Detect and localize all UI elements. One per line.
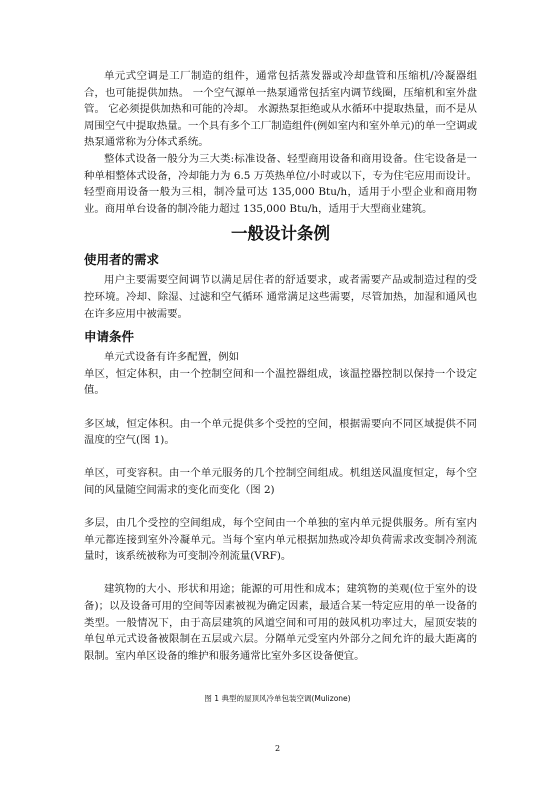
- section-title: 一般设计条例: [231, 224, 330, 244]
- selection-factors-paragraph: 建筑物的大小、形状和用途；能源的可用性和成本；建筑物的美观(位于室外的设备)；以及设备可用的空间等因素被视为确定因素，最适合某一特定应用的单一设备的类型。一般情况下，由于高层建筑的风道空间和可用的鼓风机功率过大，屋顶安装的单包单元式设备被限制在五层或六层。分隔单元受室内外部分之间允许的最大距离的限制。室内单区设备的维护和服务通常比室外多区设备便宜。: [84, 583, 477, 662]
- page-body: [84, 68, 477, 664]
- user-needs-paragraph: 用户主要需要空间调节以满足居住者的舒适要求，或者需要产品或制造过程的受控环境。冷却、除湿、过滤和空气循环 通常满足这些需要，尽管加热，加湿和通风也在许多应用中被需要。: [84, 274, 477, 320]
- page-number: 2: [274, 744, 281, 753]
- config-single-zone-constant: 单区，恒定体积，由一个控制空间和一个温控器组成，该温控器控制以保持一个设定值。: [84, 367, 477, 397]
- intro-paragraph-1: 单元式空调是工厂制造的组件，通常包括蒸发器或冷却盘管和压缩机/冷凝器组合，也可能提供加热。 一个空气源单一热泵通常包括室内调节线圈，压缩机和室外盘管。 它必须提供加热和可能的冷却。 水源热泵拒绝或从水循环中提取热量，而不是从周围空气中提取热量。一个具有多个工厂制造组件(例如室内和室外单元)的单一空调或热泵通常称为分体式系统。: [84, 70, 477, 149]
- figure-caption: 图 1 典型的屋顶风冷单包装空调(Mulizone): [204, 694, 351, 703]
- config-single-zone-variable: 单区，可变容积。由一个单元服务的几个控制空间组成。机组送风温度恒定，每个空间的风量随空间需求的变化而变化（图 2): [84, 467, 477, 496]
- config-multi-zone-constant: 多区域，恒定体积。由一个单元提供多个受控的空间，根据需要向不同区域提供不同温度的空气(图 1)。: [84, 417, 477, 447]
- config-multi-story-vrf: 多层，由几个受控的空间组成，每个空间由一个单独的室内单元提供服务。所有室内单元都连接到室外冷凝单元。当每个室内单元根据加热或冷却负荷需求改变制冷剂流量时，该系统被称为可变制冷剂流量(VRF)。: [84, 517, 477, 563]
- intro-paragraph-2: 整体式设备一般分为三大类:标准设备、轻型商用设备和商用设备。住宅设备是一种单相整体式设备，冷却能力为 6.5 万英热单位/小时或以下，专为住宅应用而设计。轻型商用设备一般为三相，制冷量可达 135,000 Btu/h，适用于小型企业和商用物业。商用单台设备的制冷能力超过 135,000 Btu/h，适用于大型商业建筑。: [84, 152, 477, 215]
- conditions-intro: 单元式设备有许多配置，例如: [104, 351, 240, 364]
- heading-application-conditions: 申请条件: [84, 329, 135, 345]
- heading-user-needs: 使用者的需求: [84, 252, 160, 268]
